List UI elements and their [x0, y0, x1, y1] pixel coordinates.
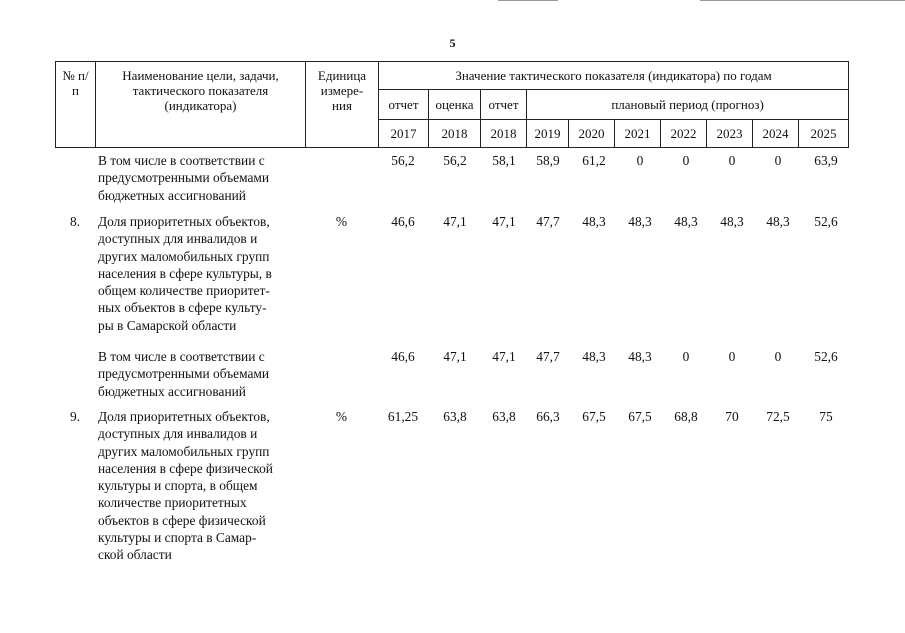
row-value-2019: 47,7 — [536, 214, 560, 229]
indicator-name-line: ры в Самарской области — [98, 317, 237, 333]
row-value-2024: 72,5 — [766, 409, 790, 424]
header-year: 2020 — [569, 120, 615, 148]
indicator-name-line: других маломобильных групп — [98, 443, 270, 459]
scan-edge-line-right — [700, 0, 905, 1]
header-year: 2023 — [707, 120, 753, 148]
row-value-2023: 70 — [725, 409, 739, 424]
row-indicator-name — [98, 152, 305, 204]
row-value-2018: 47,1 — [443, 349, 467, 364]
row-value-2024: 0 — [774, 153, 782, 168]
row-value-2018: 47,1 — [492, 349, 516, 364]
row-value-2019: 66,3 — [536, 409, 560, 424]
row-value-2020: 48,3 — [582, 214, 606, 229]
row-unit: % — [335, 409, 348, 424]
row-value-2021: 0 — [636, 153, 644, 168]
page-number: 5 — [449, 36, 456, 50]
row-number: 9. — [69, 409, 81, 424]
row-value-2018: 58,1 — [492, 153, 516, 168]
indicator-name-line: бюджетных ассигнований — [98, 383, 246, 399]
row-value-2019: 47,7 — [536, 349, 560, 364]
row-value-2024: 48,3 — [766, 214, 790, 229]
indicator-name-line: количестве приоритетных — [98, 495, 247, 511]
indicator-table-header — [55, 61, 849, 148]
row-value-2022: 48,3 — [674, 214, 698, 229]
row-value-2021: 48,3 — [628, 214, 652, 229]
indicator-name-line: населения в сфере физической — [98, 460, 273, 476]
row-indicator-name — [98, 408, 305, 564]
header-year: 2018 — [429, 120, 481, 148]
header-year: 2021 — [615, 120, 661, 148]
row-value-2017: 46,6 — [391, 214, 415, 229]
row-value-2019: 58,9 — [536, 153, 560, 168]
row-value-2017: 56,2 — [391, 153, 415, 168]
indicator-name-line: общем количестве приоритет- — [98, 283, 270, 299]
indicator-name-line: доступных для инвалидов и — [98, 231, 258, 247]
indicator-name-line: предусмотренными объемами — [98, 366, 270, 382]
header-year: 2019 — [527, 120, 569, 148]
header-year: 2025 — [799, 120, 849, 148]
indicator-name-line: культуры и спорта, в общем — [98, 478, 258, 494]
row-value-2017: 61,25 — [387, 409, 419, 424]
row-value-2017: 46,6 — [391, 349, 415, 364]
row-number: 8. — [69, 214, 81, 229]
indicator-name-line: ской области — [98, 547, 172, 563]
row-unit: % — [335, 214, 348, 229]
indicator-name-line: других маломобильных групп — [98, 248, 270, 264]
row-value-2018: 63,8 — [443, 409, 467, 424]
row-value-2025: 75 — [819, 409, 833, 424]
header-year: 2022 — [661, 120, 707, 148]
row-value-2024: 0 — [774, 349, 782, 364]
header-estimate: оценка — [429, 90, 481, 120]
scan-edge-line-left — [498, 0, 558, 1]
row-value-2022: 68,8 — [674, 409, 698, 424]
row-value-2018: 47,1 — [492, 214, 516, 229]
row-value-2018: 56,2 — [443, 153, 467, 168]
header-year: 2017 — [379, 120, 429, 148]
row-value-2022: 0 — [682, 349, 690, 364]
indicator-name-line: культуры и спорта в Самар- — [98, 530, 257, 546]
indicator-name-line: В том числе в соответствии с — [98, 153, 265, 168]
row-indicator-name — [98, 213, 305, 334]
row-value-2018: 63,8 — [492, 409, 516, 424]
row-value-2020: 67,5 — [582, 409, 606, 424]
indicator-name-line: населения в сфере культуры, в — [98, 265, 272, 281]
row-value-2023: 0 — [728, 153, 736, 168]
row-value-2023: 0 — [728, 349, 736, 364]
header-num: № п/п — [56, 62, 96, 148]
row-value-2021: 67,5 — [628, 409, 652, 424]
indicator-name-line: Доля приоритетных объектов, — [98, 214, 270, 229]
header-unit: Единица измере-ния — [306, 62, 379, 148]
row-value-2025: 52,6 — [814, 214, 838, 229]
header-year: 2024 — [753, 120, 799, 148]
row-indicator-name — [98, 348, 305, 400]
header-plan-period: плановый период (прогноз) — [527, 90, 849, 120]
indicator-name-line: В том числе в соответствии с — [98, 349, 265, 364]
header-year: 2018 — [481, 120, 527, 148]
row-value-2022: 0 — [682, 153, 690, 168]
row-value-2021: 48,3 — [628, 349, 652, 364]
header-report-1: отчет — [379, 90, 429, 120]
row-value-2020: 61,2 — [582, 153, 606, 168]
indicator-name-line: бюджетных ассигнований — [98, 187, 246, 203]
row-value-2020: 48,3 — [582, 349, 606, 364]
indicator-name-line: ных объектов в сфере культу- — [98, 300, 267, 316]
header-value: Значение тактического показателя (индикатора) по годам — [379, 62, 849, 90]
row-value-2018: 47,1 — [443, 214, 467, 229]
indicator-name-line: объектов в сфере физической — [98, 512, 266, 528]
indicator-name-line: Доля приоритетных объектов, — [98, 409, 270, 424]
header-name: Наименование цели, задачи, тактического показателя (индикатора) — [96, 62, 306, 148]
indicator-name-line: предусмотренными объемами — [98, 170, 270, 186]
header-report-2: отчет — [481, 90, 527, 120]
row-value-2025: 63,9 — [814, 153, 838, 168]
row-value-2025: 52,6 — [814, 349, 838, 364]
indicator-name-line: доступных для инвалидов и — [98, 426, 258, 442]
row-value-2023: 48,3 — [720, 214, 744, 229]
